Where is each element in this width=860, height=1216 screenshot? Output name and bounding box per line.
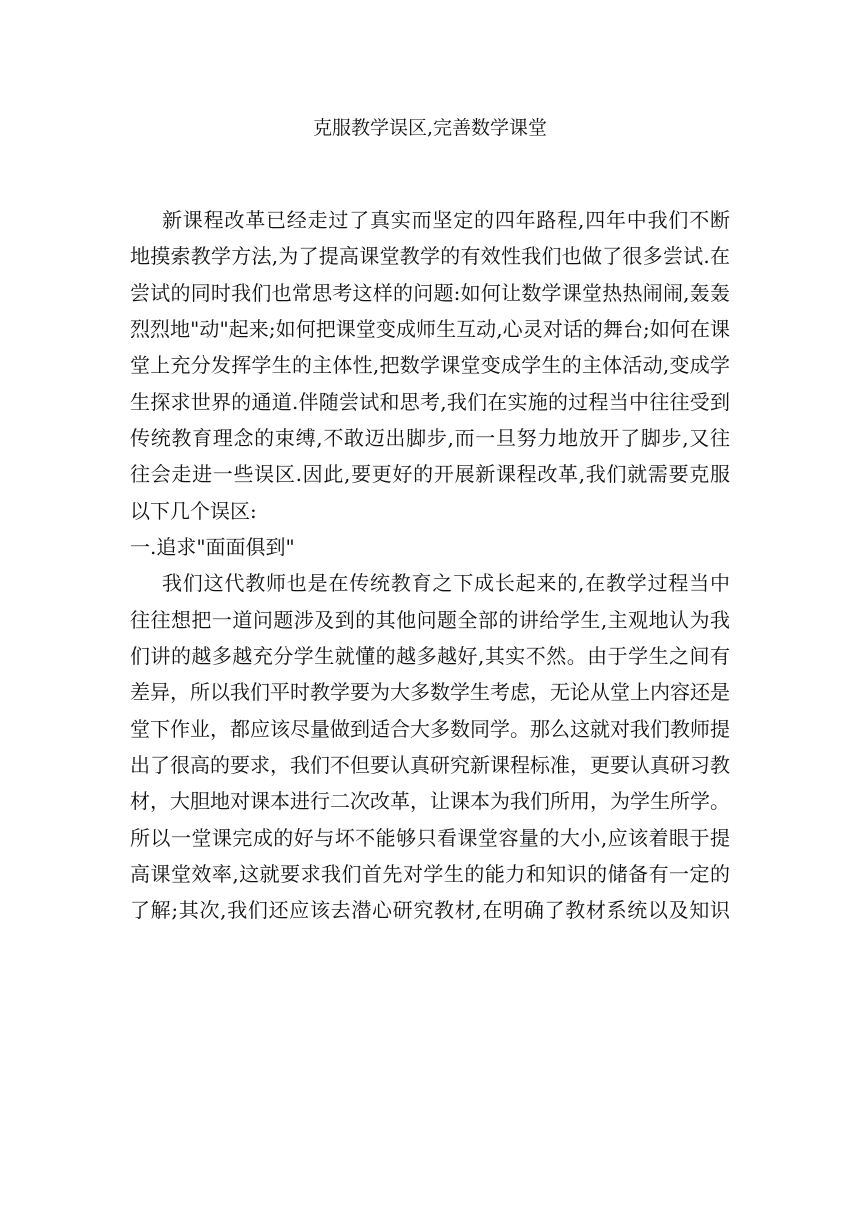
paragraph-line: 堂上充分发挥学生的主体性,把数学课堂变成学生的主体活动,变成学 <box>130 353 730 377</box>
paragraph-line: 所以一堂课完成的好与坏不能够只看课堂容量的大小,应该着眼于提 <box>130 826 730 850</box>
paragraph-line: 尝试的同时我们也常思考这样的问题:如何让数学课堂热热闹闹,轰轰 <box>130 281 730 305</box>
section-heading: 一.追求"面面俱到" <box>130 535 295 559</box>
paragraph-line: 了解;其次,我们还应该去潜心研究教材,在明确了教材系统以及知识 <box>130 898 730 922</box>
paragraph-line: 生探求世界的通道.伴随尝试和思考,我们在实施的过程当中往往受到 <box>130 390 730 414</box>
paragraph-line: 以下几个误区: <box>130 499 257 523</box>
paragraph-line: 往会走进一些误区.因此,要更好的开展新课程改革,我们就需要克服 <box>130 462 730 486</box>
paragraph-line: 新课程改革已经走过了真实而坚定的四年路程,四年中我们不断 <box>162 208 730 232</box>
paragraph-line: 出了很高的要求，我们不但要认真研究新课程标准，更要认真研习教 <box>130 753 730 777</box>
paragraph-line: 材，大胆地对课本进行二次改革，让课本为我们所用，为学生所学。 <box>130 789 730 813</box>
paragraph-line: 差异，所以我们平时教学要为大多数学生考虑，无论从堂上内容还是 <box>130 680 730 704</box>
paragraph-line: 们讲的越多越充分学生就懂的越多越好,其实不然。由于学生之间有 <box>130 644 730 668</box>
document-title: 克服教学误区,完善数学课堂 <box>312 117 548 139</box>
paragraph-line: 传统教育理念的束缚,不敢迈出脚步,而一旦努力地放开了脚步,又往 <box>130 426 730 450</box>
paragraph-line: 地摸索教学方法,为了提高课堂教学的有效性我们也做了很多尝试.在 <box>130 244 730 268</box>
paragraph-line: 堂下作业，都应该尽量做到适合大多数同学。那么这就对我们教师提 <box>130 717 730 741</box>
paragraph-line: 我们这代教师也是在传统教育之下成长起来的,在教学过程当中 <box>162 571 730 595</box>
paragraph-line: 高课堂效率,这就要求我们首先对学生的能力和知识的储备有一定的 <box>130 862 730 886</box>
paragraph-line: 往往想把一道问题涉及到的其他问题全部的讲给学生,主观地认为我 <box>130 608 730 632</box>
paragraph-line: 烈烈地"动"起来;如何把课堂变成师生互动,心灵对话的舞台;如何在课 <box>130 317 730 341</box>
